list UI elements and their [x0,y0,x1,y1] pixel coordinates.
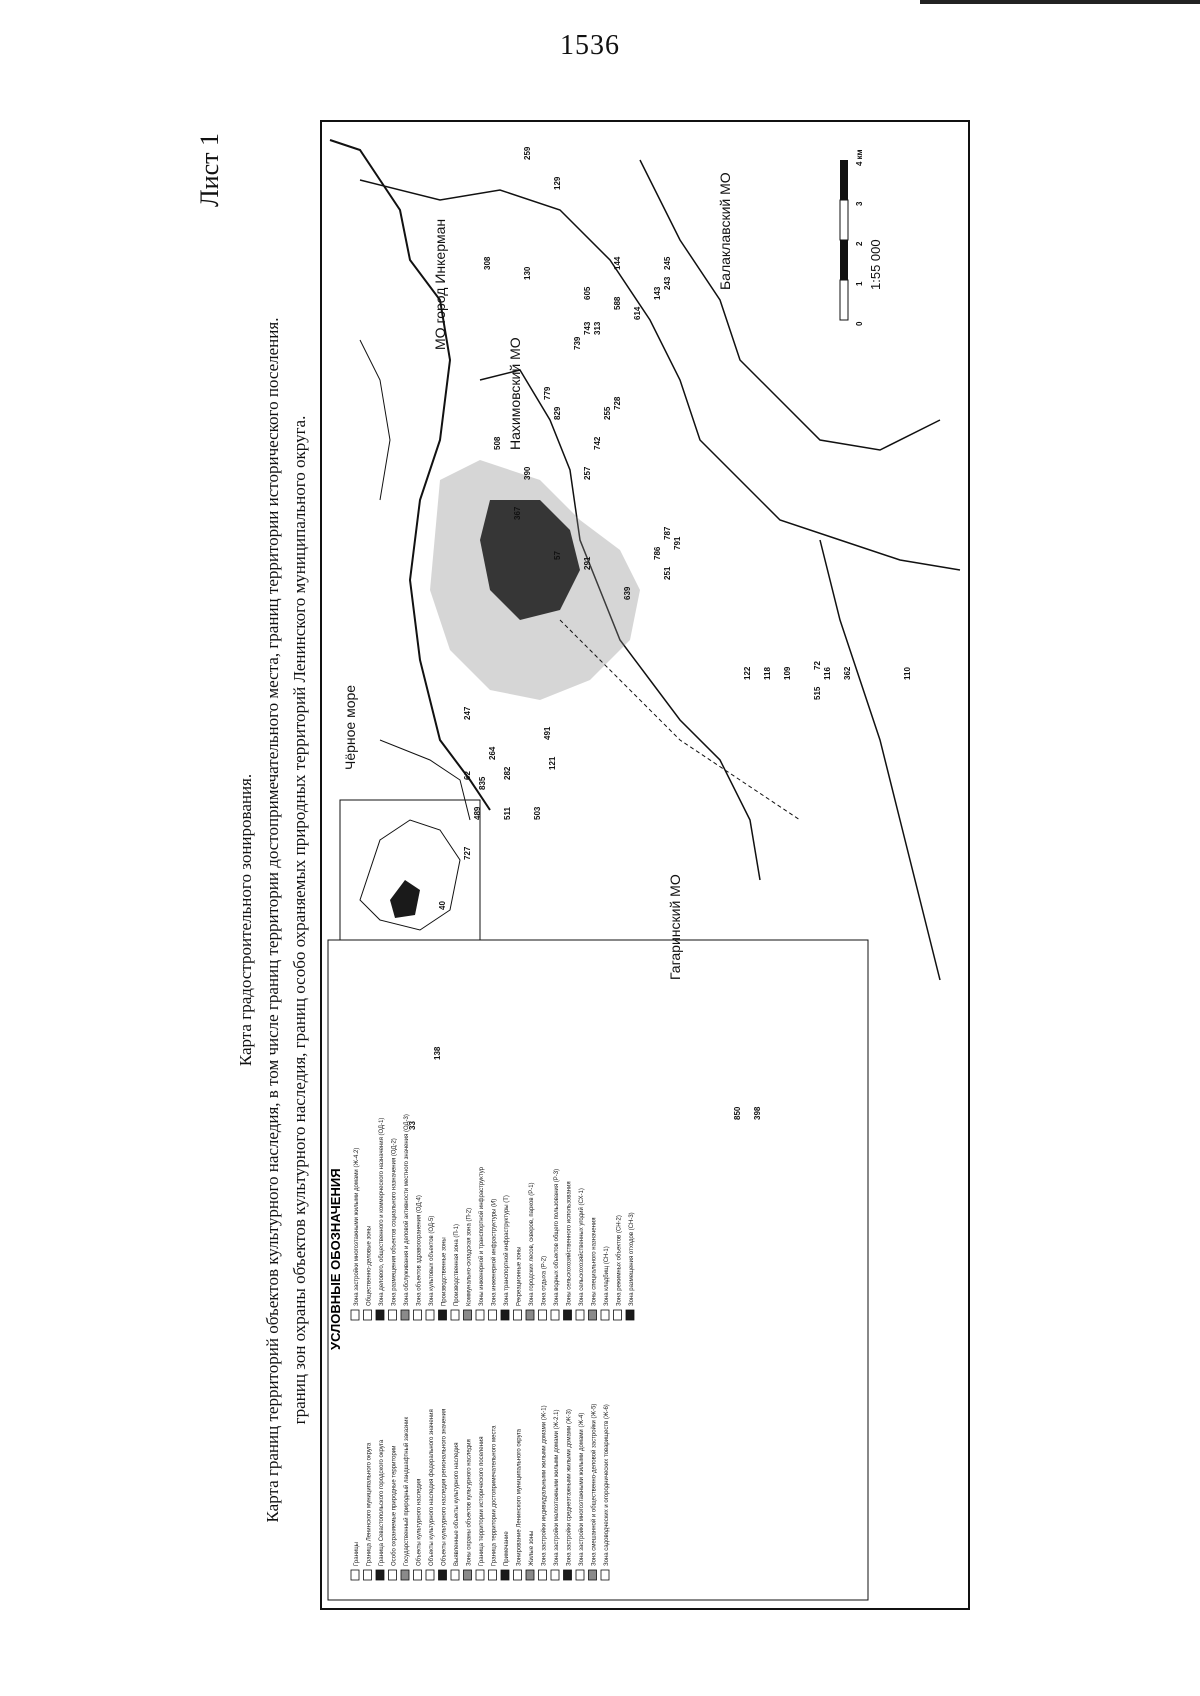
scale-seg-2 [840,200,848,240]
legend-swatch [439,1570,447,1580]
map-number-label: 121 [548,756,557,770]
legend-item-label: Граница территории исторического поселения [479,1436,485,1566]
legend-swatch [489,1570,497,1580]
map-number-label: 491 [543,726,552,740]
legend-swatch [389,1310,397,1320]
legend-swatch [626,1310,634,1320]
map-number-label: 247 [463,706,472,720]
map-number-label: 313 [593,321,602,335]
title-line-2: Карта границ территорий объектов культурного наследия, в том числе границ территории достопримечательного места, границ территории исторического поселения. [263,317,282,1523]
legend-item-label: Примечание [504,1531,510,1566]
legend-item-label: Зоны сельскохозяйственного использования [566,1181,573,1306]
map-number-label: 787 [663,526,672,540]
legend-item-label: Зона обслуживания и деловой активности местного значения (ОД-3) [404,1114,410,1306]
legend-item-label: Границы [354,1542,360,1566]
legend-item-label: Зона сельскохозяйственных угодий (СХ-1) [579,1188,585,1306]
map-number-label: 144 [613,256,622,270]
scale-tick-label: 2 [855,241,864,246]
legend-swatch [589,1570,597,1580]
legend-swatch [401,1570,409,1580]
legend-swatch [464,1310,472,1320]
map-number-label: 257 [583,466,592,480]
legend-item-label: Зоны специального назначения [591,1217,598,1306]
label-nakhimov: Нахимовский МО [507,337,523,450]
map-number-label: 367 [513,506,522,520]
map-number-label: 511 [503,807,512,820]
map-number-label: 243 [663,276,672,290]
legend-swatch [601,1570,609,1580]
legend-item-label: Жилые зоны [529,1530,535,1566]
legend-item-label: Общественно-деловые зоны [366,1225,373,1306]
map-number-label: 110 [903,667,912,680]
scale-seg-1 [840,160,848,200]
map-number-label: 614 [633,306,642,320]
map-number-label: 791 [673,536,682,550]
legend-item-label: Коммунально-складская зона (П-2) [466,1207,473,1306]
map-number-label: 779 [543,386,552,400]
map-number-label: 40 [438,901,447,910]
legend-item-label: Зона культовых объектов (ОД-5) [429,1215,435,1306]
legend-item-label: Зона делового, общественного и коммерческого назначения (ОД-1) [379,1117,385,1306]
scale-tick-label: 0 [855,321,864,326]
map-number-label: 109 [783,666,792,680]
legend-swatch [576,1570,584,1580]
map-number-label: 138 [433,1046,442,1060]
legend-item-label: Зона застройки многоэтажными жилыми домами (Ж-4) [579,1412,585,1566]
sheet-label-text: Лист 1 [195,133,224,207]
map-number-label: 786 [653,546,662,560]
legend-item-label: Объекты культурного наследия регионального значения [441,1408,448,1566]
legend-swatch [426,1570,434,1580]
map-number-label: 291 [583,556,592,570]
legend-swatch [539,1570,547,1580]
legend-item-label: Объекты культурного наследия [416,1478,423,1566]
legend-item-label: Государственный природный ландшафтный заказник [404,1416,410,1566]
legend-item-label: Граница территории достопримечательного места [491,1425,498,1566]
map-number-label: 588 [613,296,622,310]
scale-tick-label: 3 [855,201,864,206]
map-number-label: 118 [763,667,772,680]
legend-item-label: Зона отдыха (Р-2) [541,1255,548,1306]
legend-swatch [376,1310,384,1320]
inset-locator-map [340,800,480,940]
legend-item-label: Производственная зона (П-1) [454,1224,460,1306]
legend-item-label: Зона застройки индивидуальными жилыми домами (Ж-1) [541,1405,548,1566]
legend-item-label: Зона смешанной и общественно-деловой застройки (Ж-5) [591,1403,598,1566]
legend-swatch [526,1570,534,1580]
map-number-label: 264 [488,746,497,760]
map-number-label: 122 [743,666,752,680]
legend-swatch [364,1310,372,1320]
legend-swatch [351,1310,359,1320]
legend-item-label: Зонирование Ленинского муниципального округа [516,1429,523,1566]
legend-item-label: Зона режимных объектов (СН-2) [616,1215,623,1306]
legend-item-label: Зона размещения отходов (СН-3) [629,1212,635,1306]
map-number-label: 508 [493,436,502,450]
legend-swatch [576,1310,584,1320]
title-line-1: Карта градостроительного зонирования. [236,773,255,1067]
map-number-label: 245 [663,256,672,270]
legend-swatch [476,1310,484,1320]
legend-item-label: Производственные зоны [441,1237,448,1306]
map-number-label: 308 [483,256,492,270]
scale-ratio: 1:55 000 [868,239,883,290]
legend-swatch [614,1310,622,1320]
legend-item-label: Зона объектов здравоохранения (ОД-4) [416,1195,423,1306]
legend-swatch [414,1310,422,1320]
title-line-3: границ зон охраны объектов культурного наследия, границ особо охраняемых природных территорий Ленинского муниципального округа. [290,415,309,1425]
map-number-label: 503 [533,806,542,820]
label-black-sea: Чёрное море [342,684,358,770]
legend-swatch [364,1570,372,1580]
sheet-label [180,120,240,220]
legend-item-label: Рекреационные зоны [516,1246,523,1306]
scale-seg-3 [840,240,848,280]
legend-item-label: Зона городских лесов, скверов, парков (Р-1) [529,1182,535,1306]
map-number-label: 850 [733,1106,742,1120]
legend-item-label: Зона садоводческих и огороднических товариществ (Ж-6) [604,1404,610,1566]
map-number-label: 129 [553,176,562,190]
scale-seg-4 [840,280,848,320]
label-gagarin: Гагаринский МО [667,874,683,980]
legend-title: УСЛОВНЫЕ ОБОЗНАЧЕНИЯ [328,1168,343,1350]
top-rule [920,0,1200,4]
map-number-label: 72 [813,661,822,670]
legend-swatch [451,1310,459,1320]
map-sheet [320,120,970,1610]
map-number-label: 515 [813,686,822,700]
legend-item-label: Особо охраняемые природные территории [391,1445,398,1566]
legend-swatch [526,1310,534,1320]
legend-item-label: Зона транспортной инфраструктуры (Т) [504,1195,510,1306]
legend-swatch [564,1570,572,1580]
legend-swatch [551,1310,559,1320]
map-number-label: 398 [753,1106,762,1120]
label-balaklava: Балаклавский МО [717,172,733,290]
page-number: 1536 [560,30,620,61]
map-number-label: 743 [583,321,592,335]
legend-item-label: Зона застройки многоэтажными жилыми домами (Ж-4.2) [354,1147,360,1306]
legend-swatch [451,1570,459,1580]
map-number-label: 282 [503,766,512,780]
legend-swatch [539,1310,547,1320]
legend-item-label: Граница Ленинского муниципального округа [366,1442,373,1566]
legend-swatch [439,1310,447,1320]
legend-item-label: Зоны охраны объектов культурного наследия [466,1439,473,1566]
scale-tick-label: 1 [855,281,864,286]
map-number-label: 829 [553,406,562,420]
legend-swatch [401,1310,409,1320]
map-number-label: 739 [573,336,582,350]
map-number-label: 489 [473,806,482,820]
legend-swatch [551,1570,559,1580]
legend-item-label: Зона застройки малоэтажными жилыми домами (Ж-2.1) [554,1409,560,1566]
map-number-label: 255 [603,406,612,420]
legend-swatch [564,1310,572,1320]
map-number-label: 143 [653,286,662,300]
legend-swatch [414,1570,422,1580]
map-number-label: 835 [478,776,487,790]
legend-item-label: Зона кладбищ (СН-1) [604,1246,610,1306]
legend-swatch [351,1570,359,1580]
legend-swatch [514,1570,522,1580]
map-number-label: 362 [843,666,852,680]
legend-panel [328,940,868,1600]
map-number-label: 727 [463,846,472,860]
map-number-label: 251 [663,566,672,580]
map-number-label: 62 [463,771,472,780]
map-number-label: 259 [523,146,532,160]
legend-swatch [501,1570,509,1580]
map-title-block [228,230,318,1610]
legend-item-label: Объекты культурного наследия федерального значения [429,1409,435,1566]
map-svg [320,120,970,1610]
map-number-label: 605 [583,286,592,300]
legend-swatch [601,1310,609,1320]
legend-item-label: Граница Севастопольского городского округа [379,1439,385,1566]
map-number-label: 130 [523,266,532,280]
legend-swatch [389,1570,397,1580]
legend-item-label: Зона инженерной инфраструктуры (И) [491,1198,498,1306]
legend-item-label: Зона водных объектов общего пользования (Р-3) [554,1168,560,1306]
legend-swatch [464,1570,472,1580]
legend-swatch [589,1310,597,1320]
legend-item-label: Зоны инженерной и транспортной инфраструктур [479,1167,485,1306]
legend-item-label: Зона размещения объектов социального назначения (ОД-2) [391,1138,398,1306]
map-number-label: 390 [523,466,532,480]
legend-item-label: Выявленные объекты культурного наследия [454,1442,460,1566]
legend-swatch [514,1310,522,1320]
legend-item-label: Зона застройки среднеэтажными жилыми домами (Ж-3) [566,1409,573,1566]
map-number-label: 116 [823,667,832,680]
scale-tick-label: 4 км [855,149,864,166]
legend-swatch [489,1310,497,1320]
map-number-label: 742 [593,436,602,450]
map-number-label: 728 [613,396,622,410]
legend-swatch [426,1310,434,1320]
legend-swatch [376,1570,384,1580]
map-number-label: 57 [553,551,562,560]
map-number-label: 639 [623,586,632,600]
legend-swatch [501,1310,509,1320]
map-number-label: 33 [408,1121,417,1130]
label-inkerman: МО город Инкерман [432,218,448,350]
legend-swatch [476,1570,484,1580]
